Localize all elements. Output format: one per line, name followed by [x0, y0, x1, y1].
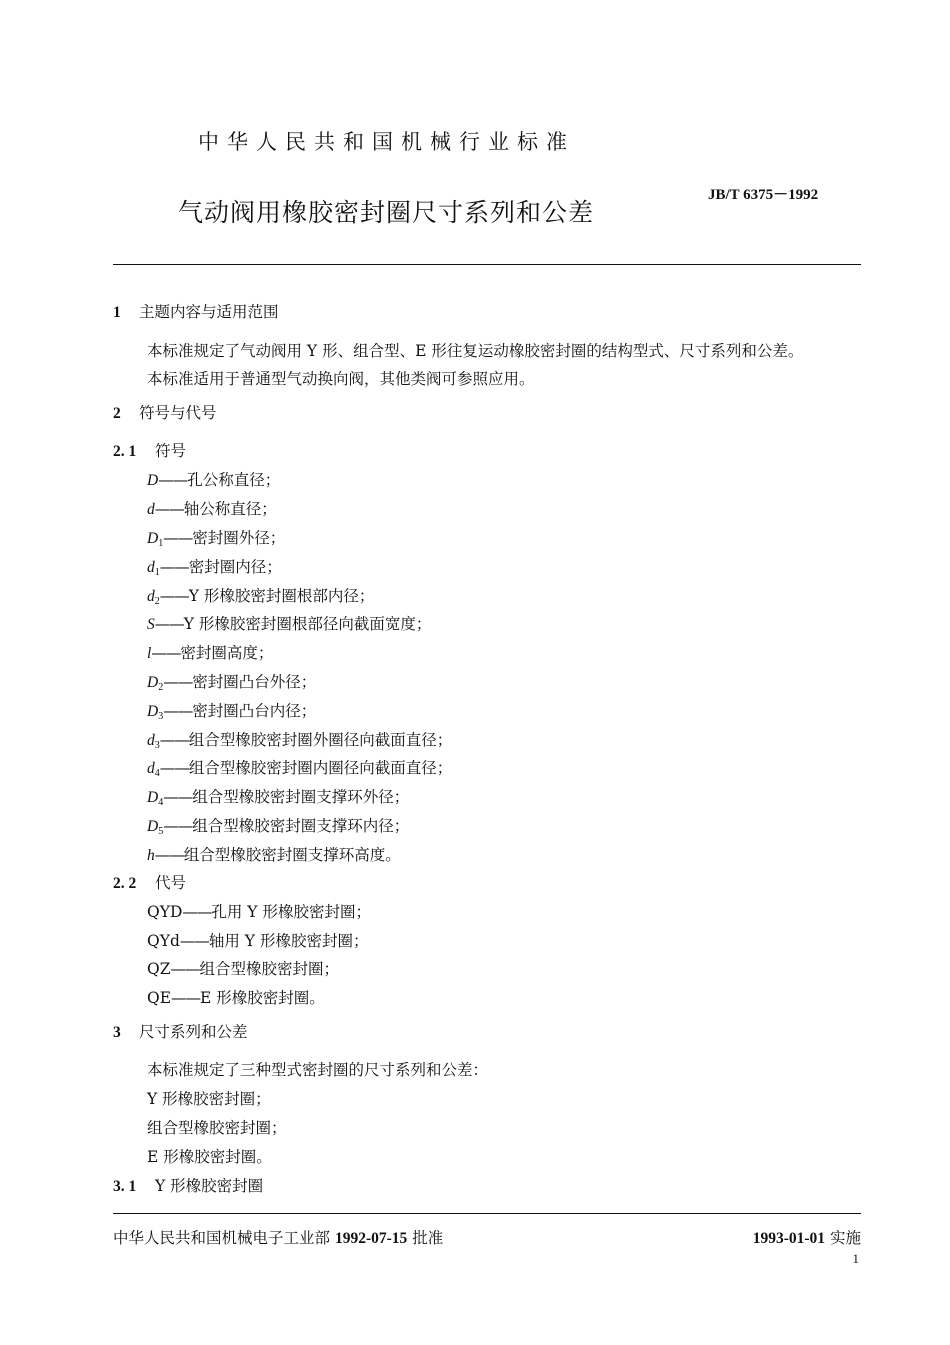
section-title: 符号与代号 — [139, 404, 217, 422]
em-dash: —— — [170, 960, 200, 978]
symbol-letter: d — [147, 732, 155, 749]
symbol-description: Y 形橡胶密封圈根部径向截面宽度； — [183, 615, 432, 633]
symbol-subscript: 2 — [158, 682, 164, 693]
symbol-description: 密封圈凸台外径； — [192, 673, 317, 691]
section-number: 2. 2 — [113, 875, 137, 892]
em-dash: —— — [159, 587, 189, 605]
symbol-letter: S — [147, 616, 155, 633]
code-description: 轴用 Y 形橡胶密封圈； — [208, 932, 369, 950]
symbol-description: 密封圈内径； — [188, 558, 282, 576]
symbol-description: 密封圈高度； — [180, 644, 274, 662]
em-dash: —— — [159, 759, 189, 777]
symbol-item — [147, 586, 374, 612]
section-3-paragraph: Y 形橡胶密封圈； — [147, 1090, 271, 1108]
symbol-letter: D — [147, 703, 159, 720]
code-description: 组合型橡胶密封圈； — [199, 960, 339, 978]
code-item — [147, 988, 325, 1008]
symbol-letter: l — [147, 645, 152, 662]
em-dash: —— — [159, 558, 189, 576]
section-3-paragraph: E 形橡胶密封圈。 — [147, 1148, 272, 1166]
symbol-item — [147, 816, 409, 842]
section-title: 代号 — [155, 874, 187, 892]
symbol-letter: d — [147, 760, 155, 777]
code-value: QE — [147, 989, 172, 1007]
em-dash: —— — [154, 846, 184, 864]
section-2-1-heading — [113, 441, 186, 462]
section-number: 1 — [113, 304, 121, 321]
code-description: E 形橡胶密封圈。 — [200, 989, 325, 1007]
symbol-item — [147, 643, 273, 664]
section-1-paragraph: 本标准适用于普通型气动换向阀，其他类阀可参照应用。 — [147, 370, 535, 388]
footer-divider — [113, 1213, 861, 1214]
em-dash: —— — [182, 903, 212, 921]
symbol-description: 组合型橡胶密封圈支撑环外径； — [192, 788, 410, 806]
approval-date: 1992-07-15 — [334, 1230, 408, 1247]
code-value: QZ — [147, 960, 171, 978]
symbol-description: 组合型橡胶密封圈支撑环高度。 — [183, 846, 401, 864]
symbol-letter: d — [147, 559, 155, 576]
symbol-subscript: 4 — [158, 797, 164, 808]
em-dash: —— — [163, 529, 193, 547]
em-dash: —— — [154, 615, 184, 633]
symbol-item — [147, 758, 452, 784]
standard-code: JB/T 6375－1992 — [708, 187, 819, 203]
symbol-letter: d — [147, 501, 155, 518]
symbol-description: 密封圈凸台内径； — [192, 702, 317, 720]
approval-label: 批准 — [412, 1229, 444, 1247]
effective-date: 1993-01-01 — [752, 1230, 826, 1247]
symbol-description: 密封圈外径； — [192, 529, 286, 547]
effective-label: 实施 — [829, 1229, 861, 1247]
em-dash: —— — [159, 731, 189, 749]
symbol-item — [147, 672, 316, 698]
symbol-letter: D — [147, 530, 159, 547]
symbol-subscript: 4 — [154, 768, 160, 779]
section-number: 2 — [113, 405, 121, 422]
section-3-1-heading — [113, 1176, 263, 1197]
symbol-letter: D — [147, 472, 159, 489]
section-2-2-heading — [113, 873, 186, 894]
symbol-item — [147, 701, 316, 727]
code-value: QYD — [147, 903, 183, 921]
code-item — [147, 931, 368, 951]
symbol-item — [147, 614, 431, 635]
em-dash: —— — [179, 932, 209, 950]
section-3-paragraph: 组合型橡胶密封圈； — [147, 1119, 287, 1137]
symbol-letter: h — [147, 847, 155, 864]
symbol-item — [147, 499, 277, 520]
code-item — [147, 959, 339, 979]
symbol-description: 组合型橡胶密封圈支撑环内径； — [192, 817, 410, 835]
header-divider — [113, 264, 861, 265]
symbol-subscript: 2 — [154, 596, 160, 607]
symbol-subscript: 1 — [158, 538, 164, 549]
standard-category-heading: 中华人民共和国机械行业标准 — [198, 130, 575, 154]
symbol-subscript: 5 — [158, 826, 164, 837]
symbol-subscript: 3 — [158, 711, 164, 722]
symbol-description: 轴公称直径； — [183, 500, 277, 518]
symbol-letter: d — [147, 588, 155, 605]
em-dash: —— — [158, 471, 188, 489]
section-number: 3 — [113, 1024, 121, 1041]
symbol-subscript: 1 — [154, 567, 160, 578]
section-title: Y 形橡胶密封圈 — [155, 1177, 264, 1195]
document-title: 气动阀用橡胶密封圈尺寸系列和公差 — [178, 198, 595, 227]
section-1-paragraph: 本标准规定了气动阀用 Y 形、组合型、E 形往复运动橡胶密封圈的结构型式、尺寸系列和公差。 — [147, 342, 804, 360]
symbol-description: 组合型橡胶密封圈外圈径向截面直径； — [188, 731, 453, 749]
em-dash: —— — [163, 702, 193, 720]
section-title: 符号 — [155, 442, 187, 460]
em-dash: —— — [163, 673, 193, 691]
em-dash: —— — [163, 788, 193, 806]
section-number: 3. 1 — [113, 1178, 137, 1195]
symbol-letter: D — [147, 818, 159, 835]
effective-line — [753, 1226, 861, 1248]
symbol-description: 组合型橡胶密封圈内圈径向截面直径； — [188, 759, 453, 777]
symbol-item — [147, 730, 452, 756]
issuing-authority: 中华人民共和国机械电子工业部 — [113, 1229, 331, 1247]
symbol-letter: D — [147, 789, 159, 806]
symbol-description: Y 形橡胶密封圈根部内径； — [188, 587, 375, 605]
section-3-heading — [113, 1022, 248, 1043]
section-title: 尺寸系列和公差 — [139, 1023, 248, 1041]
em-dash: —— — [154, 500, 184, 518]
section-title: 主题内容与适用范围 — [139, 303, 279, 321]
symbol-item — [147, 528, 285, 554]
symbol-description: 孔公称直径； — [187, 471, 281, 489]
code-value: QYd — [147, 932, 180, 950]
section-number: 2. 1 — [113, 443, 137, 460]
symbol-subscript: 3 — [154, 740, 160, 751]
approval-line — [113, 1226, 443, 1248]
section-2-heading — [113, 403, 217, 424]
symbol-item — [147, 787, 409, 813]
page-number: 1 — [852, 1251, 859, 1266]
code-description: 孔用 Y 形橡胶密封圈； — [211, 903, 371, 921]
section-3-paragraph: 本标准规定了三种型式密封圈的尺寸系列和公差： — [147, 1061, 489, 1079]
symbol-item — [147, 845, 401, 866]
em-dash: —— — [171, 989, 201, 1007]
symbol-letter: D — [147, 674, 159, 691]
symbol-item — [147, 557, 282, 583]
symbol-item — [147, 470, 280, 491]
em-dash: —— — [163, 817, 193, 835]
section-1-heading — [113, 302, 279, 323]
code-item — [147, 902, 371, 922]
em-dash: —— — [151, 644, 181, 662]
